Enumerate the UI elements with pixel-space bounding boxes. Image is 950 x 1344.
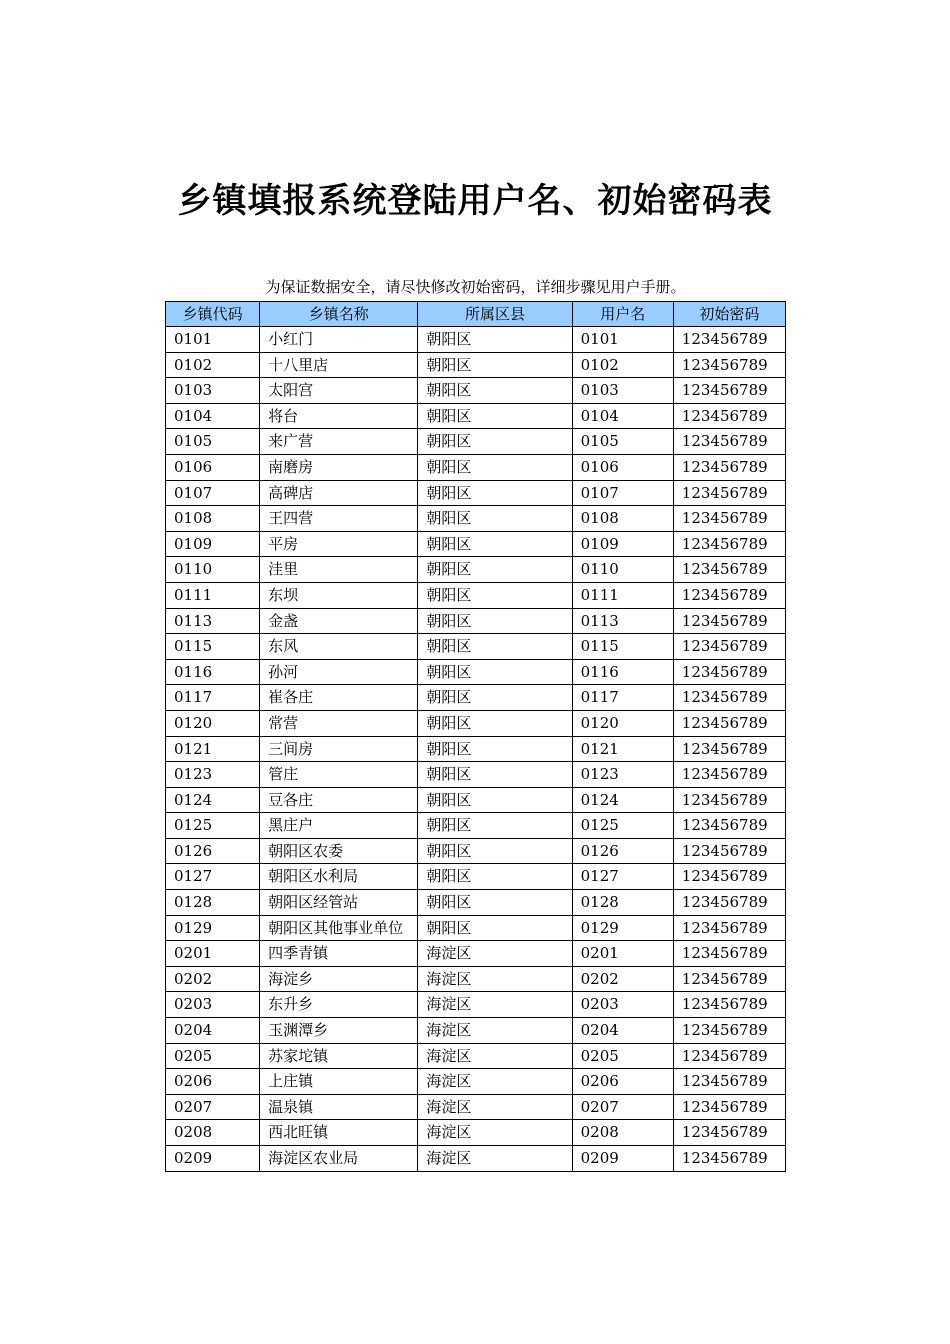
header-district: 所属区县	[418, 302, 572, 327]
cell-initial-password: 123456789	[673, 1094, 785, 1120]
cell-initial-password: 123456789	[673, 864, 785, 890]
table-row	[166, 634, 786, 660]
cell-town-code: 0115	[166, 634, 260, 660]
cell-district: 海淀区	[418, 1146, 572, 1172]
cell-username: 0109	[572, 531, 673, 557]
cell-town-code: 0127	[166, 864, 260, 890]
table-row	[166, 403, 786, 429]
cell-username: 0208	[572, 1120, 673, 1146]
cell-town-code: 0111	[166, 582, 260, 608]
cell-town-name: 苏家坨镇	[260, 1043, 418, 1069]
cell-town-code: 0128	[166, 890, 260, 916]
cell-username: 0104	[572, 403, 673, 429]
cell-district: 朝阳区	[418, 506, 572, 532]
cell-username: 0106	[572, 454, 673, 480]
cell-district: 朝阳区	[418, 480, 572, 506]
cell-town-code: 0101	[166, 327, 260, 353]
table-row	[166, 582, 786, 608]
cell-username: 0127	[572, 864, 673, 890]
cell-town-code: 0201	[166, 941, 260, 967]
cell-username: 0125	[572, 813, 673, 839]
cell-town-code: 0123	[166, 762, 260, 788]
cell-initial-password: 123456789	[673, 454, 785, 480]
cell-initial-password: 123456789	[673, 1146, 785, 1172]
table-row	[166, 1069, 786, 1095]
table-row	[166, 762, 786, 788]
cell-district: 海淀区	[418, 1069, 572, 1095]
page-title: 乡镇填报系统登陆用户名、初始密码表	[177, 180, 773, 221]
cell-town-name: 朝阳区其他事业单位	[260, 915, 418, 941]
cell-district: 朝阳区	[418, 736, 572, 762]
cell-district: 朝阳区	[418, 813, 572, 839]
cell-username: 0121	[572, 736, 673, 762]
cell-town-code: 0116	[166, 659, 260, 685]
cell-town-code: 0125	[166, 813, 260, 839]
cell-town-name: 来广营	[260, 429, 418, 455]
cell-username: 0126	[572, 838, 673, 864]
cell-town-code: 0107	[166, 480, 260, 506]
table-row	[166, 1094, 786, 1120]
cell-district: 朝阳区	[418, 762, 572, 788]
cell-district: 海淀区	[418, 1018, 572, 1044]
account-table	[165, 301, 786, 1172]
cell-username: 0117	[572, 685, 673, 711]
table-row	[166, 941, 786, 967]
table-row	[166, 864, 786, 890]
cell-district: 海淀区	[418, 1043, 572, 1069]
cell-username: 0105	[572, 429, 673, 455]
cell-district: 海淀区	[418, 1094, 572, 1120]
cell-initial-password: 123456789	[673, 992, 785, 1018]
cell-town-code: 0117	[166, 685, 260, 711]
cell-initial-password: 123456789	[673, 941, 785, 967]
table-row	[166, 1018, 786, 1044]
cell-town-name: 太阳宫	[260, 378, 418, 404]
cell-town-name: 四季青镇	[260, 941, 418, 967]
table-row	[166, 787, 786, 813]
cell-town-name: 玉渊潭乡	[260, 1018, 418, 1044]
cell-username: 0113	[572, 608, 673, 634]
table-row	[166, 506, 786, 532]
cell-initial-password: 123456789	[673, 429, 785, 455]
cell-initial-password: 123456789	[673, 327, 785, 353]
cell-town-code: 0129	[166, 915, 260, 941]
cell-town-code: 0120	[166, 710, 260, 736]
cell-initial-password: 123456789	[673, 890, 785, 916]
cell-town-name: 三间房	[260, 736, 418, 762]
header-row	[166, 302, 786, 327]
cell-username: 0209	[572, 1146, 673, 1172]
cell-username: 0124	[572, 787, 673, 813]
cell-town-code: 0203	[166, 992, 260, 1018]
cell-district: 朝阳区	[418, 429, 572, 455]
cell-initial-password: 123456789	[673, 557, 785, 583]
cell-town-code: 0124	[166, 787, 260, 813]
cell-district: 海淀区	[418, 992, 572, 1018]
cell-username: 0207	[572, 1094, 673, 1120]
cell-town-name: 崔各庄	[260, 685, 418, 711]
cell-initial-password: 123456789	[673, 480, 785, 506]
cell-username: 0206	[572, 1069, 673, 1095]
header-town-name: 乡镇名称	[260, 302, 418, 327]
cell-username: 0128	[572, 890, 673, 916]
cell-town-name: 豆各庄	[260, 787, 418, 813]
cell-district: 朝阳区	[418, 787, 572, 813]
cell-username: 0102	[572, 352, 673, 378]
cell-town-name: 南磨房	[260, 454, 418, 480]
cell-username: 0116	[572, 659, 673, 685]
table-row	[166, 710, 786, 736]
cell-district: 朝阳区	[418, 582, 572, 608]
cell-town-name: 东升乡	[260, 992, 418, 1018]
table-row	[166, 327, 786, 353]
cell-initial-password: 123456789	[673, 506, 785, 532]
cell-town-name: 海淀乡	[260, 966, 418, 992]
cell-initial-password: 123456789	[673, 378, 785, 404]
cell-town-name: 孙河	[260, 659, 418, 685]
cell-username: 0203	[572, 992, 673, 1018]
cell-town-name: 平房	[260, 531, 418, 557]
security-note: 为保证数据安全，请尽快修改初始密码，详细步骤见用户手册。	[265, 278, 686, 296]
cell-town-code: 0110	[166, 557, 260, 583]
table-row	[166, 1043, 786, 1069]
table-row	[166, 659, 786, 685]
cell-initial-password: 123456789	[673, 1069, 785, 1095]
cell-username: 0103	[572, 378, 673, 404]
header-username: 用户名	[572, 302, 673, 327]
cell-username: 0110	[572, 557, 673, 583]
cell-town-code: 0206	[166, 1069, 260, 1095]
cell-district: 朝阳区	[418, 838, 572, 864]
table-row	[166, 890, 786, 916]
cell-town-name: 十八里店	[260, 352, 418, 378]
cell-district: 朝阳区	[418, 915, 572, 941]
cell-district: 朝阳区	[418, 403, 572, 429]
cell-username: 0115	[572, 634, 673, 660]
table-row	[166, 480, 786, 506]
cell-town-code: 0105	[166, 429, 260, 455]
table-row	[166, 838, 786, 864]
table-row	[166, 608, 786, 634]
cell-district: 海淀区	[418, 1120, 572, 1146]
cell-town-name: 洼里	[260, 557, 418, 583]
cell-town-name: 东风	[260, 634, 418, 660]
cell-initial-password: 123456789	[673, 838, 785, 864]
cell-town-code: 0207	[166, 1094, 260, 1120]
cell-town-name: 朝阳区经管站	[260, 890, 418, 916]
table-row	[166, 352, 786, 378]
cell-district: 朝阳区	[418, 634, 572, 660]
cell-initial-password: 123456789	[673, 1120, 785, 1146]
cell-town-name: 小红门	[260, 327, 418, 353]
cell-district: 朝阳区	[418, 327, 572, 353]
cell-town-code: 0109	[166, 531, 260, 557]
cell-district: 朝阳区	[418, 352, 572, 378]
cell-district: 朝阳区	[418, 378, 572, 404]
cell-town-code: 0108	[166, 506, 260, 532]
cell-initial-password: 123456789	[673, 787, 785, 813]
cell-username: 0108	[572, 506, 673, 532]
cell-initial-password: 123456789	[673, 608, 785, 634]
table-row	[166, 915, 786, 941]
table-row	[166, 1146, 786, 1172]
cell-district: 朝阳区	[418, 608, 572, 634]
table-row	[166, 736, 786, 762]
cell-initial-password: 123456789	[673, 762, 785, 788]
header-initial-password: 初始密码	[673, 302, 785, 327]
cell-town-name: 朝阳区水利局	[260, 864, 418, 890]
cell-district: 朝阳区	[418, 557, 572, 583]
cell-username: 0204	[572, 1018, 673, 1044]
cell-username: 0107	[572, 480, 673, 506]
cell-town-name: 温泉镇	[260, 1094, 418, 1120]
cell-town-name: 常营	[260, 710, 418, 736]
cell-initial-password: 123456789	[673, 710, 785, 736]
cell-town-code: 0103	[166, 378, 260, 404]
table-row	[166, 378, 786, 404]
cell-town-name: 上庄镇	[260, 1069, 418, 1095]
table-row	[166, 454, 786, 480]
cell-town-name: 管庄	[260, 762, 418, 788]
cell-town-code: 0126	[166, 838, 260, 864]
cell-username: 0123	[572, 762, 673, 788]
cell-town-code: 0102	[166, 352, 260, 378]
cell-town-name: 高碑店	[260, 480, 418, 506]
cell-username: 0201	[572, 941, 673, 967]
cell-town-code: 0104	[166, 403, 260, 429]
cell-town-name: 东坝	[260, 582, 418, 608]
cell-town-name: 西北旺镇	[260, 1120, 418, 1146]
cell-username: 0202	[572, 966, 673, 992]
table-row	[166, 992, 786, 1018]
cell-initial-password: 123456789	[673, 1043, 785, 1069]
table-row	[166, 531, 786, 557]
cell-initial-password: 123456789	[673, 352, 785, 378]
cell-initial-password: 123456789	[673, 966, 785, 992]
cell-initial-password: 123456789	[673, 634, 785, 660]
cell-town-code: 0205	[166, 1043, 260, 1069]
cell-district: 朝阳区	[418, 685, 572, 711]
table-row	[166, 813, 786, 839]
table-body	[166, 327, 786, 1172]
cell-username: 0120	[572, 710, 673, 736]
cell-initial-password: 123456789	[673, 685, 785, 711]
cell-initial-password: 123456789	[673, 1018, 785, 1044]
table-row	[166, 429, 786, 455]
table-row	[166, 557, 786, 583]
cell-district: 朝阳区	[418, 454, 572, 480]
cell-initial-password: 123456789	[673, 403, 785, 429]
cell-username: 0129	[572, 915, 673, 941]
cell-district: 朝阳区	[418, 531, 572, 557]
cell-town-code: 0209	[166, 1146, 260, 1172]
cell-district: 海淀区	[418, 941, 572, 967]
cell-district: 朝阳区	[418, 864, 572, 890]
table-row	[166, 1120, 786, 1146]
cell-town-code: 0106	[166, 454, 260, 480]
cell-town-code: 0208	[166, 1120, 260, 1146]
cell-username: 0111	[572, 582, 673, 608]
cell-town-code: 0202	[166, 966, 260, 992]
cell-username: 0101	[572, 327, 673, 353]
cell-district: 海淀区	[418, 966, 572, 992]
cell-town-name: 王四营	[260, 506, 418, 532]
cell-initial-password: 123456789	[673, 659, 785, 685]
table-header	[166, 302, 786, 327]
header-town-code: 乡镇代码	[166, 302, 260, 327]
cell-town-name: 朝阳区农委	[260, 838, 418, 864]
cell-district: 朝阳区	[418, 659, 572, 685]
cell-district: 朝阳区	[418, 890, 572, 916]
cell-initial-password: 123456789	[673, 736, 785, 762]
cell-town-code: 0113	[166, 608, 260, 634]
cell-town-code: 0121	[166, 736, 260, 762]
cell-town-name: 海淀区农业局	[260, 1146, 418, 1172]
cell-initial-password: 123456789	[673, 582, 785, 608]
cell-initial-password: 123456789	[673, 531, 785, 557]
cell-initial-password: 123456789	[673, 813, 785, 839]
cell-town-name: 金盏	[260, 608, 418, 634]
cell-town-name: 黑庄户	[260, 813, 418, 839]
cell-town-name: 将台	[260, 403, 418, 429]
cell-initial-password: 123456789	[673, 915, 785, 941]
cell-district: 朝阳区	[418, 710, 572, 736]
cell-username: 0205	[572, 1043, 673, 1069]
cell-town-code: 0204	[166, 1018, 260, 1044]
table-row	[166, 685, 786, 711]
table-row	[166, 966, 786, 992]
